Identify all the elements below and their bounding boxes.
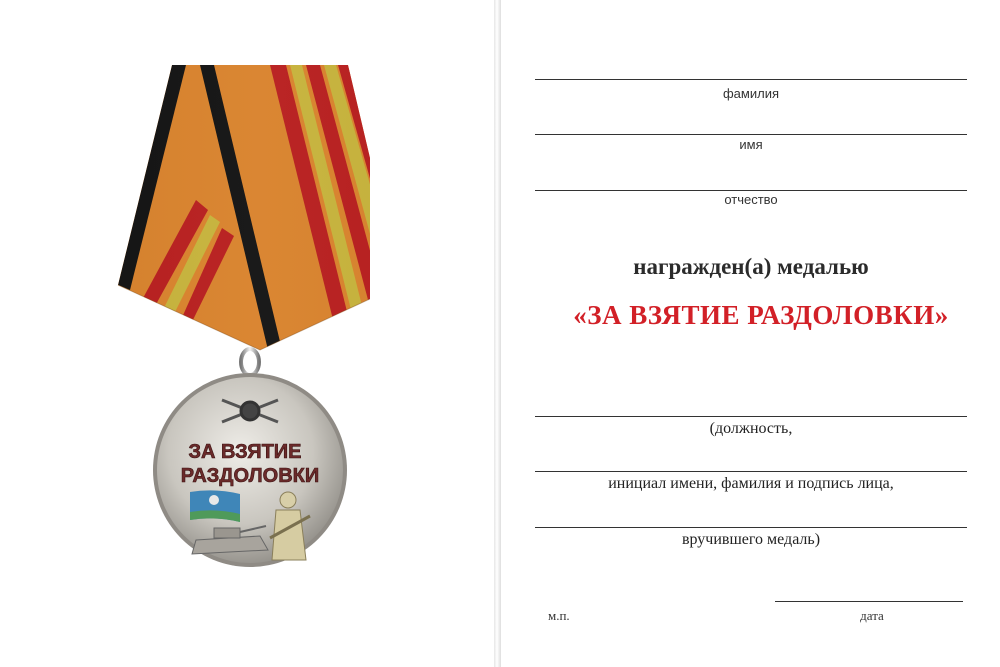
- date-label: дата: [860, 608, 884, 623]
- medal-ring: [241, 349, 259, 375]
- awarded-text: награжден(а) медалью: [633, 254, 869, 279]
- surname-line[interactable]: [535, 79, 967, 80]
- handed-line[interactable]: [535, 527, 967, 528]
- medal-image: [110, 60, 370, 590]
- medal-title: «ЗА ВЗЯТИЕ РАЗДОЛОВКИ»: [573, 300, 949, 330]
- medal-inscription-line1: ЗА ВЗЯТИЕ: [188, 441, 302, 463]
- surname-label: фамилия: [722, 86, 779, 101]
- airborne-flag-icon: [190, 490, 240, 522]
- medal-inscription-line2: РАЗДОЛОВКИ: [180, 465, 320, 487]
- ribbon: [110, 60, 370, 360]
- signer-line[interactable]: [535, 471, 967, 472]
- name-line[interactable]: [535, 134, 967, 135]
- date-line[interactable]: [775, 601, 963, 602]
- handed-label: вручившего медаль): [681, 531, 821, 548]
- signer-label: инициал имени, фамилия и подпись лица,: [608, 475, 894, 492]
- medal-disc: [153, 373, 347, 567]
- stamp-label: м.п.: [548, 608, 570, 623]
- position-line[interactable]: [535, 416, 967, 417]
- patronymic-label: отчество: [724, 192, 778, 207]
- patronymic-line[interactable]: [535, 190, 967, 191]
- position-label: (должность,: [709, 420, 793, 437]
- name-label: имя: [739, 137, 763, 152]
